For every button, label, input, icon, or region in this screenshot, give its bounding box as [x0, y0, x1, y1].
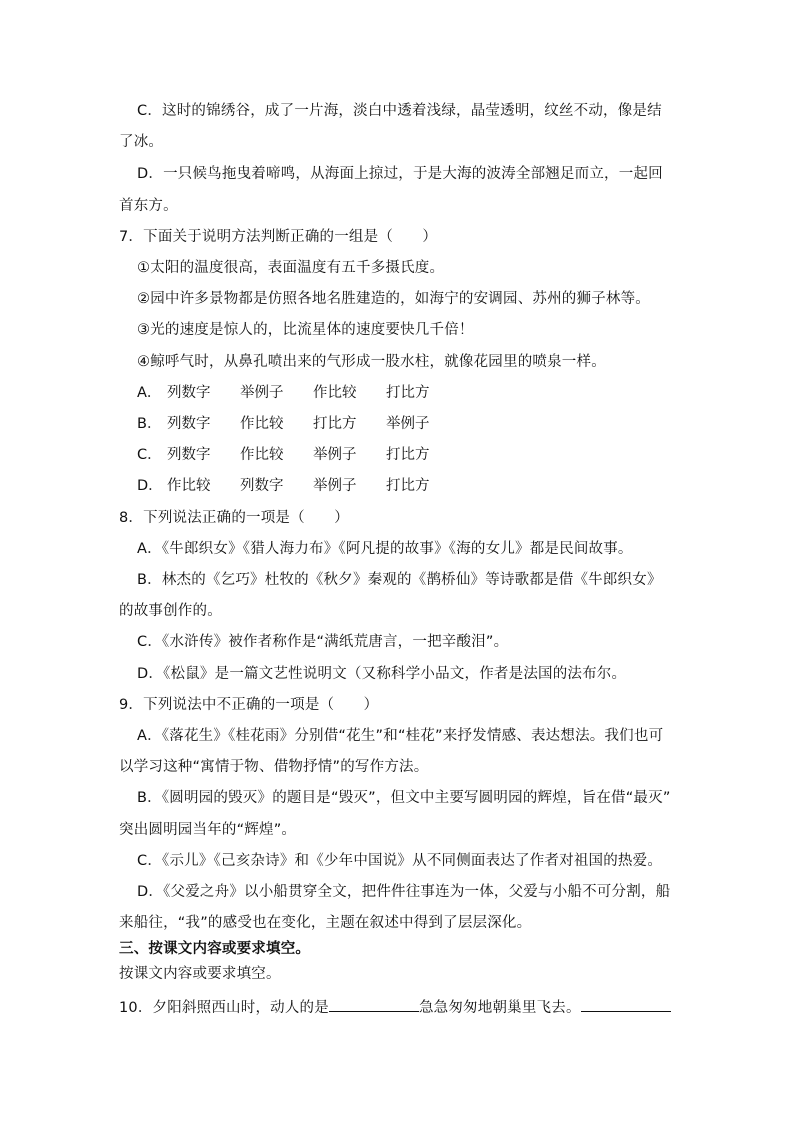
- q7-option-b: [137, 414, 459, 434]
- q7-item-1: ①太阳的温度很高，表面温度有五千多摄氏度。: [137, 260, 445, 276]
- q8-option-c: C．《水浒传》被作者称作是“满纸荒唐言，一把辛酸泪”。: [137, 634, 509, 650]
- q9-option-b-line2: 突出圆明园当年的“辉煌”。: [119, 822, 297, 838]
- q6-option-d-line1: D．一只候鸟拖曳着啼鸣，从海面上掠过，于是大海的波涛全部翘足而立，一起回: [137, 166, 663, 182]
- choice: 作比较: [240, 416, 284, 432]
- q9-option-d-line2: 来船往，“我”的感受也在变化，主题在叙述中得到了层层深化。: [119, 915, 532, 931]
- choice: 打比方: [313, 416, 357, 432]
- q8-option-a: A．《牛郎织女》《猎人海力布》《阿凡提的故事》《海的女儿》都是民间故事。: [137, 541, 633, 557]
- choice: 列数字: [167, 447, 211, 463]
- option-letter: B．: [137, 416, 162, 432]
- fill-blank[interactable]: [581, 997, 671, 1012]
- q8-option-d: D．《松鼠》是一篇文艺性说明文（又称科学小品文，作者是法国的法布尔。: [137, 666, 627, 682]
- section-subheading: 按课文内容或要求填空。: [119, 966, 281, 982]
- q9-option-b-line1: B．《圆明园的毁灭》的题目是“毁灭”，但文中主要写圆明园的辉煌，旨在借“最灭”: [137, 790, 671, 806]
- choice: 作比较: [313, 385, 357, 401]
- option-letter: C．: [137, 447, 162, 463]
- q9-stem: 9．下列说法中不正确的一项是（ ）: [119, 697, 379, 713]
- q6-option-d-line2: 首东方。: [119, 198, 178, 214]
- choice: 举例子: [386, 416, 430, 432]
- q7-option-d: [137, 476, 459, 496]
- choice: 打比方: [386, 478, 430, 494]
- q8-stem: 8．下列说法正确的一项是（ ）: [119, 510, 349, 526]
- q7-option-a: [137, 383, 459, 403]
- q9-option-a-line2: 以学习这种“寓情于物、借物抒情”的写作方法。: [119, 759, 429, 775]
- choice: 打比方: [386, 447, 430, 463]
- q9-option-a-line1: A．《落花生》《桂花雨》分别借“花生”和“桂花”来抒发情感、表达想法。我们也可: [137, 728, 664, 744]
- q10-line: [119, 997, 671, 1018]
- choice: 作比较: [167, 478, 211, 494]
- choice: 举例子: [313, 447, 357, 463]
- q7-option-c: [137, 445, 459, 465]
- section-heading: 三、按课文内容或要求填空。: [119, 941, 311, 957]
- q9-option-d-line1: D．《父爱之舟》以小船贯穿全文，把件件往事连为一体，父爱与小船不可分割，船: [137, 884, 671, 900]
- choice: 列数字: [240, 478, 284, 494]
- q10-text-part2: 急急匆匆地朝巢里飞去。: [418, 1000, 581, 1016]
- choice: 举例子: [313, 478, 357, 494]
- q6-option-c-line2: 了冰。: [119, 134, 164, 150]
- fill-blank[interactable]: [329, 997, 419, 1012]
- q7-item-3: ③光的速度是惊人的，比流星体的速度要快几千倍！: [137, 322, 474, 338]
- choice: 打比方: [386, 385, 430, 401]
- q7-item-2: ②园中许多景物都是仿照各地名胜建造的，如海宁的安调园、苏州的狮子林等。: [137, 291, 650, 307]
- q6-option-c-line1: C．这时的锦绣谷，成了一片海，淡白中透着浅绿，晶莹透明，纹丝不动，像是结: [137, 103, 662, 119]
- option-letter: A．: [137, 385, 162, 401]
- choice: 列数字: [167, 416, 211, 432]
- q7-item-4: ④鲸呼气时，从鼻孔喷出来的气形成一股水柱，就像花园里的喷泉一样。: [137, 354, 606, 370]
- q8-option-b-line1: B．林杰的《乞巧》杜牧的《秋夕》秦观的《鹊桥仙》等诗歌都是借《牛郎织女》: [137, 572, 662, 588]
- q10-text-part1: 10．夕阳斜照西山时，动人的是: [119, 1000, 329, 1016]
- q7-stem: 7．下面关于说明方法判断正确的一组是（ ）: [119, 229, 438, 245]
- choice: 作比较: [240, 447, 284, 463]
- q8-option-b-line2: 的故事创作的。: [119, 603, 222, 619]
- q9-option-c: C．《示儿》《己亥杂诗》和《少年中国说》从不同侧面表达了作者对祖国的热爱。: [137, 853, 663, 869]
- choice: 列数字: [167, 385, 211, 401]
- choice: 举例子: [240, 385, 284, 401]
- option-letter: D．: [137, 478, 163, 494]
